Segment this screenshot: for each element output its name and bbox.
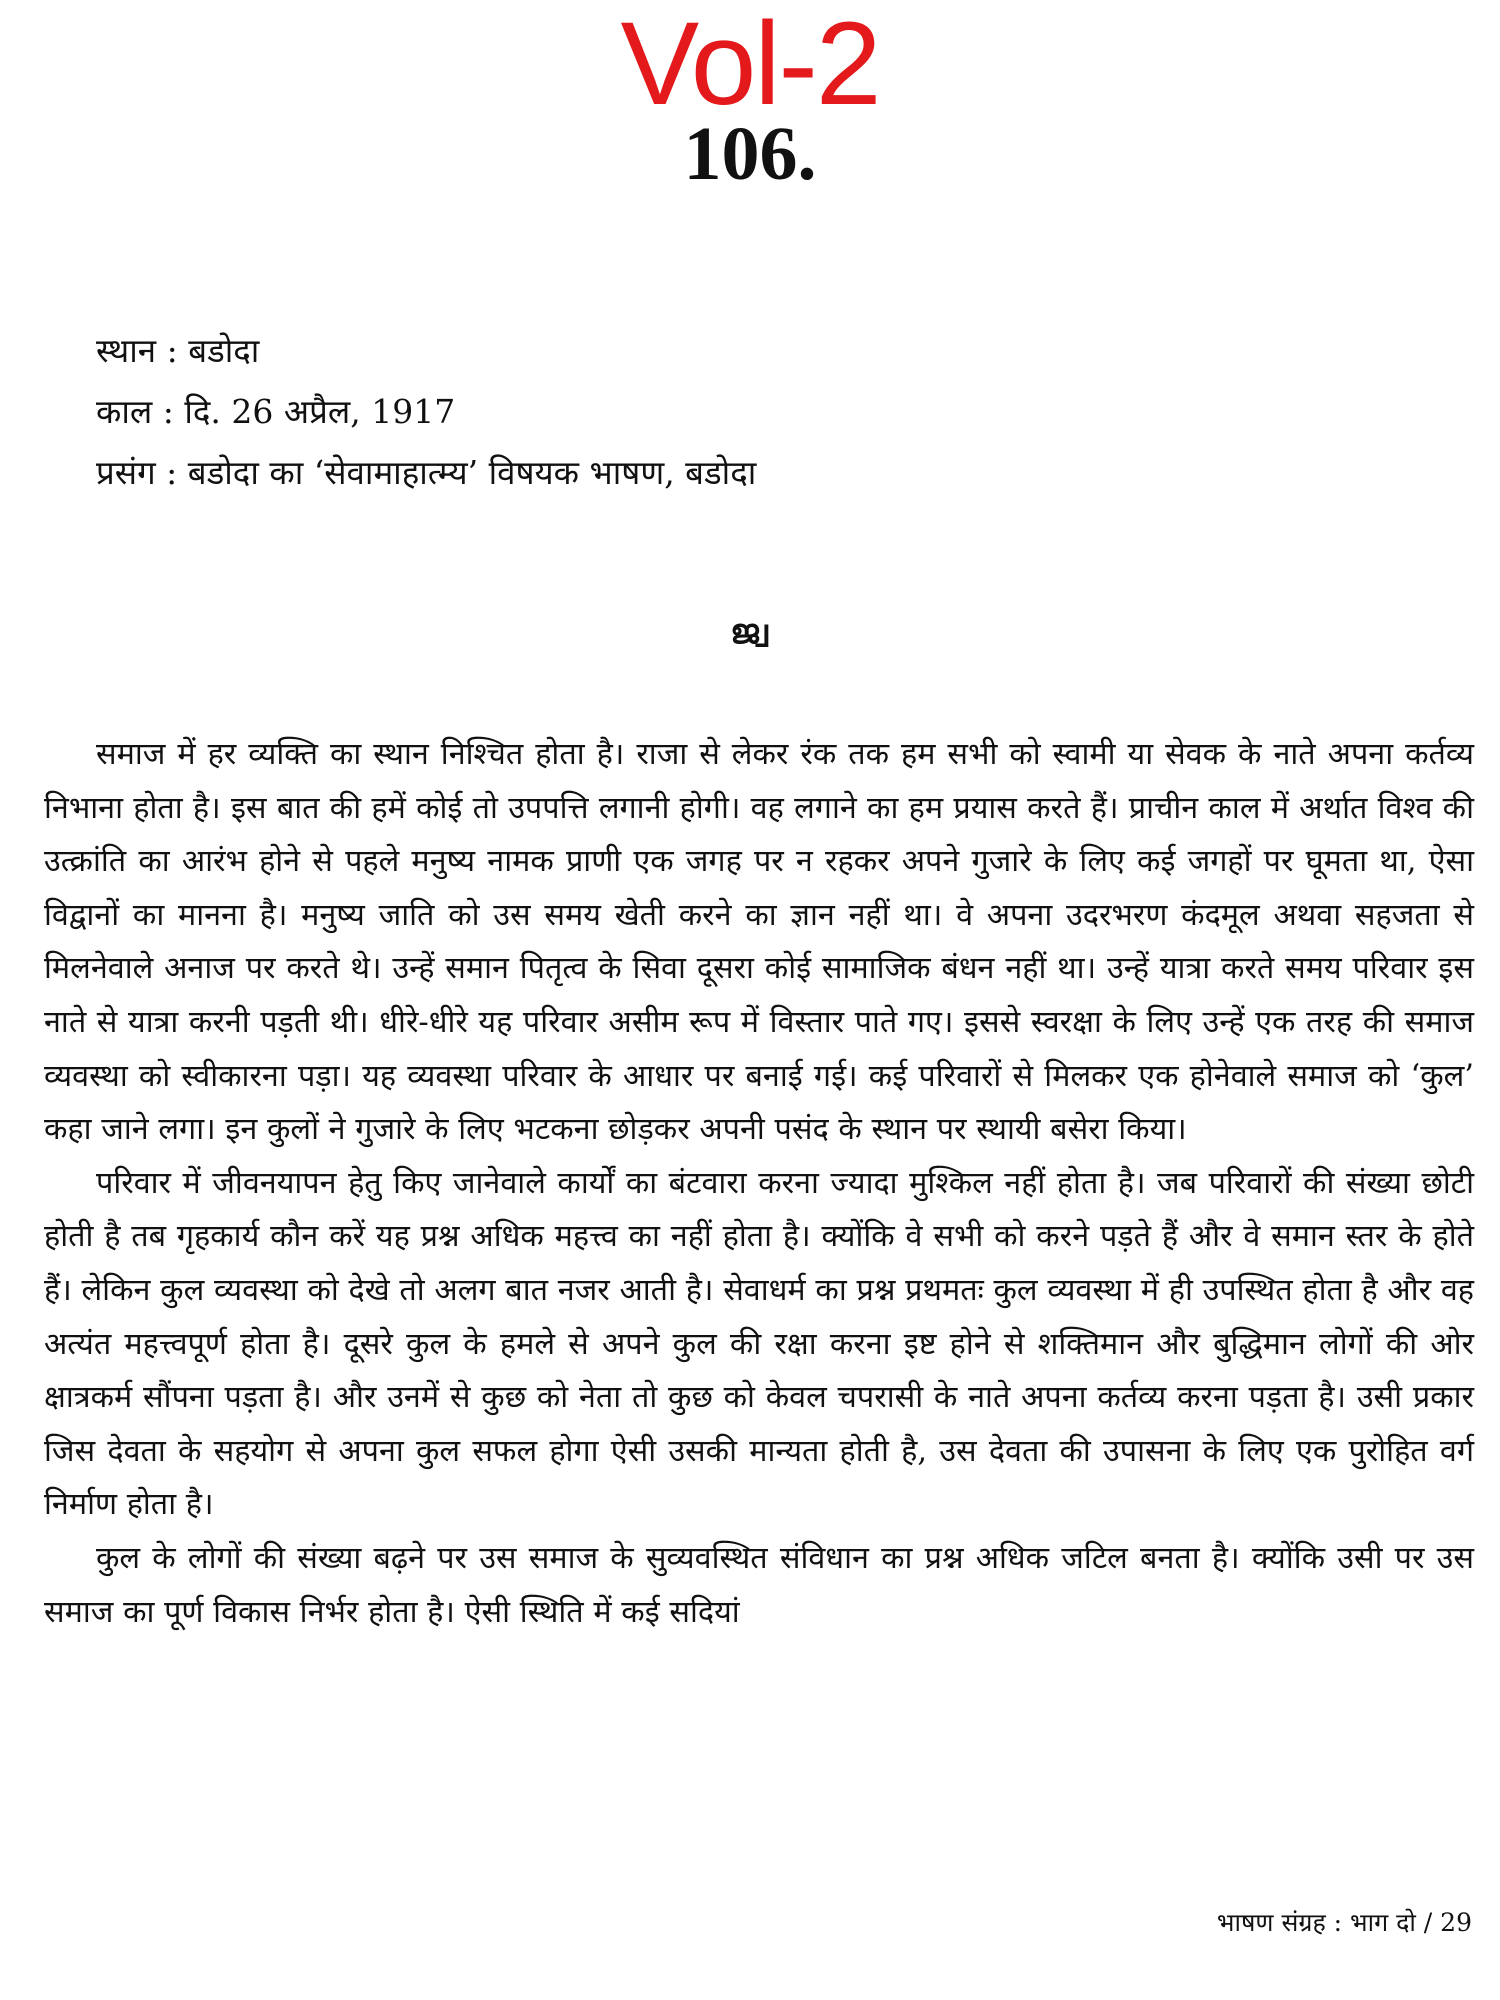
page-footer: भाषण संग्रह : भाग दो / 29 <box>1216 1908 1472 1937</box>
meta-date: काल : दि. 26 अप्रैल, 1917 <box>96 392 456 431</box>
paragraph-2: परिवार में जीवनयापन हेतु किए जानेवाले कार्यों का बंटवारा करना ज्यादा मुश्किल नहीं होता है। जब परिवारों की संख्या छोटी होती है तब गृहकार्य कौन करें यह प्रश्न अधिक महत्त्व का नहीं होता है। क्योंकि वे सभी को करने पड़ते हैं और वे समान स्तर के होते हैं। लेकिन कुल व्यवस्था को देखे तो अलग बात नजर आती है। सेवाधर्म का प्रश्न प्रथमतः कुल व्यवस्था में ही उपस्थित होता है और वह अत्यंत महत्त्वपूर्ण होता है। दूसरे कुल के हमले से अपने कुल की रक्षा करना इष्ट होने से शक्तिमान और बुद्धिमान लोगों की ओर क्षात्रकर्म सौंपना पड़ता है। और उनमें से कुछ को नेता तो कुछ को केवल चपरासी के नाते अपना कर्तव्य करना पड़ता है। उसी प्रकार जिस देवता के सहयोग से अपना कुल सफल होगा ऐसी उसकी मान्यता होती है, उस देवता की उपासना के लिए एक पुरोहित वर्ग निर्माण होता है। <box>44 1165 1474 1523</box>
speech-meta <box>96 320 1396 503</box>
body-text <box>44 728 1474 1639</box>
meta-context: प्रसंग : बडोदा का ‘सेवामाहात्म्य’ विषयक भाषण, बडोदा <box>96 453 757 492</box>
meta-place: स्थान : बडोदा <box>96 331 260 370</box>
paragraph-1: समाज में हर व्यक्ति का स्थान निश्चित होता है। राजा से लेकर रंक तक हम सभी को स्वामी या सेवक के नाते अपना कर्तव्य निभाना होता है। इस बात की हमें कोई तो उपपत्ति लगानी होगी। वह लगाने का हम प्रयास करते हैं। प्राचीन काल में अर्थात विश्व की उत्क्रांति का आरंभ होने से पहले मनुष्य नामक प्राणी एक जगह पर न रहकर अपने गुजारे के लिए कई जगहों पर घूमता था, ऐसा विद्वानों का मानना है। मनुष्य जाति को उस समय खेती करने का ज्ञान नहीं था। वे अपना उदरभरण कंदमूल अथवा सहजता से मिलनेवाले अनाज पर करते थे। उन्हें समान पितृत्व के सिवा दूसरा कोई सामाजिक बंधन नहीं था। उन्हें यात्रा करते समय परिवार इस नाते से यात्रा करनी पड़ती थी। धीरे-धीरे यह परिवार असीम रूप में विस्तार पाते गए। इससे स्वरक्षा के लिए उन्हें एक तरह की समाज व्यवस्था को स्वीकारना पड़ा। यह व्यवस्था परिवार के आधार पर बनाई गई। कई परिवारों से मिलकर एक होनेवाले समाज को ‘कुल’ कहा जाने लगा। इन कुलों ने गुजारे के लिए भटकना छोड़कर अपनी पसंद के स्थान पर स्थायी बसेरा किया। <box>44 737 1474 1148</box>
paragraph-3: कुल के लोगों की संख्या बढ़ने पर उस समाज के सुव्यवस्थित संविधान का प्रश्न अधिक जटिल बनता है। क्योंकि उसी पर उस समाज का पूर्ण विकास निर्भर होता है। ऐसी स्थिति में कई सदियां <box>44 1540 1474 1630</box>
volume-label: Vol-2 <box>620 0 880 130</box>
chapter-number: 106. <box>683 112 817 196</box>
section-ornament: ജ്വ <box>730 612 770 652</box>
